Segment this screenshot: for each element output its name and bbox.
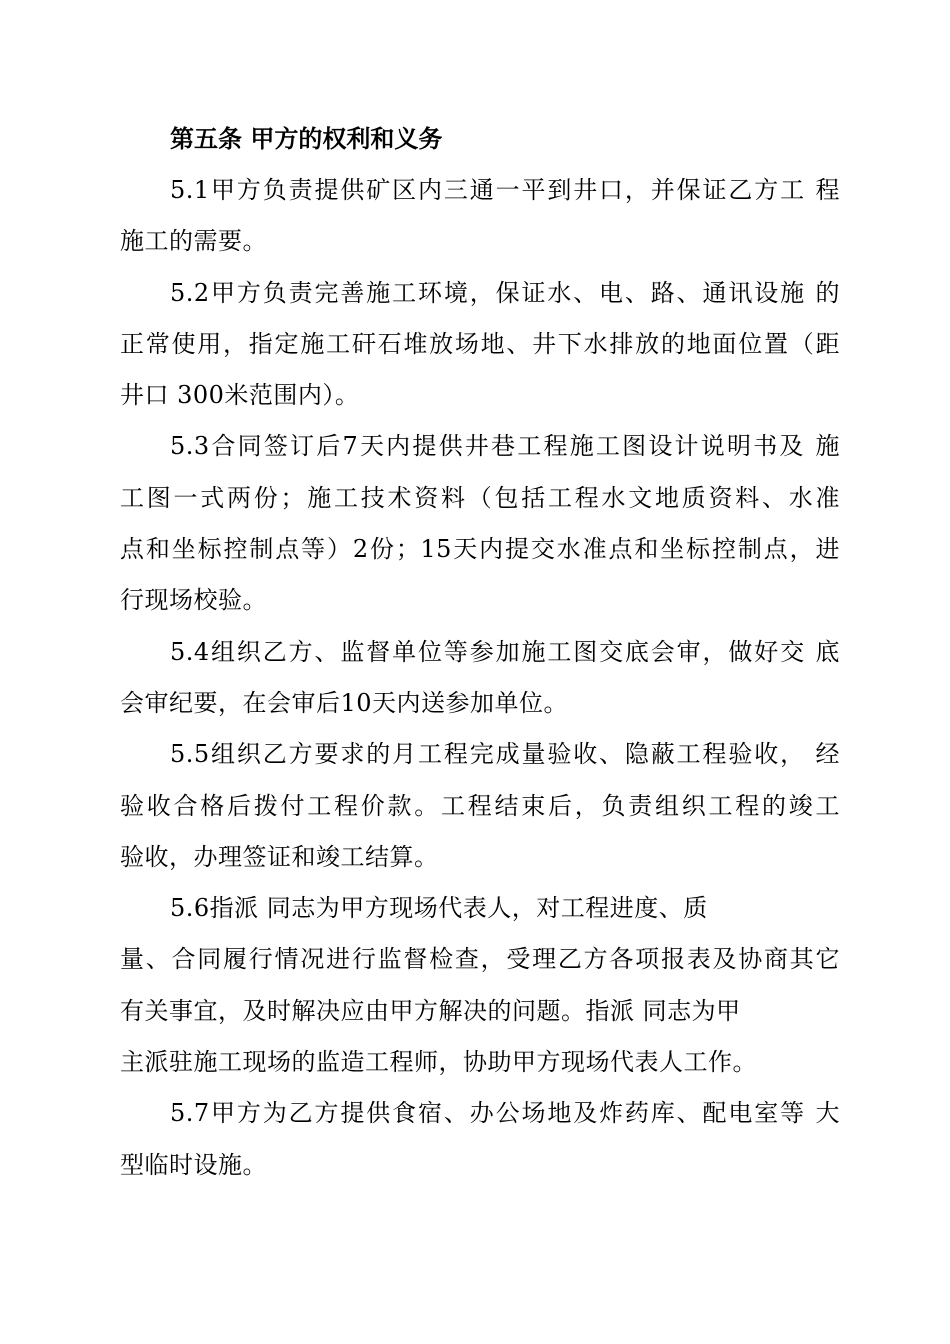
- paragraph-line: 量、合同履行情况进行监督检查，受理乙方各项报表及协商其它: [120, 945, 840, 974]
- paragraph-line: 主派驻施工现场的监造工程师，协助甲方现场代表人工作。: [120, 1048, 757, 1077]
- clause-paragraph: [120, 165, 840, 268]
- paragraph-line: 验收合格后拨付工程价款。工程结束后，负责组织工程的竣工: [120, 791, 840, 820]
- paragraph-line: 5.6指派 同志为甲方现场代表人，对工程进度、质: [170, 894, 708, 923]
- clause-paragraph: [120, 268, 840, 422]
- paragraph-line: 型临时设施。: [120, 1150, 267, 1179]
- paragraph-line: 正常使用，指定施工矸石堆放场地、井下水排放的地面位置（距: [120, 329, 840, 358]
- paragraph-line: 5.2甲方负责完善施工环境，保证水、电、路、通讯设施 的: [170, 278, 840, 307]
- paragraph-line: 行现场校验。: [120, 586, 267, 615]
- clause-paragraph: [120, 883, 840, 1088]
- section-heading: 第五条 甲方的权利和义务: [170, 125, 443, 153]
- paragraph-line: 5.3合同签订后7天内提供井巷工程施工图设计说明书及 施: [170, 432, 840, 461]
- paragraph-line: 有关事宜，及时解决应由甲方解决的问题。指派 同志为甲: [120, 996, 741, 1025]
- paragraph-line: 井口 300米范围内）。: [120, 381, 360, 410]
- paragraph-line: 5.7甲方为乙方提供食宿、办公场地及炸药库、配电室等 大: [170, 1099, 840, 1128]
- paragraph-line: 施工的需要。: [120, 227, 267, 256]
- clause-paragraph: [120, 729, 840, 883]
- document-page: [120, 113, 840, 1191]
- clause-paragraph: [120, 1088, 840, 1191]
- paragraph-line: 会审纪要，在会审后10天内送参加单位。: [120, 688, 569, 717]
- clause-paragraph: [120, 421, 840, 626]
- paragraph-line: 5.1甲方负责提供矿区内三通一平到井口，并保证乙方工 程: [170, 176, 840, 204]
- clause-paragraph: [120, 627, 840, 730]
- paragraph-line: 工图一式两份；施工技术资料（包括工程水文地质资料、水准: [120, 483, 840, 512]
- paragraph-line: 5.4组织乙方、监督单位等参加施工图交底会审，做好交 底: [170, 637, 840, 666]
- paragraph-line: 点和坐标控制点等）2份；15天内提交水准点和坐标控制点，进: [120, 535, 840, 564]
- paragraph-line: 验收，办理签证和竣工结算。: [120, 842, 439, 871]
- paragraph-list: [120, 165, 840, 1191]
- paragraph-line: 5.5组织乙方要求的月工程完成量验收、隐蔽工程验收， 经: [170, 740, 840, 769]
